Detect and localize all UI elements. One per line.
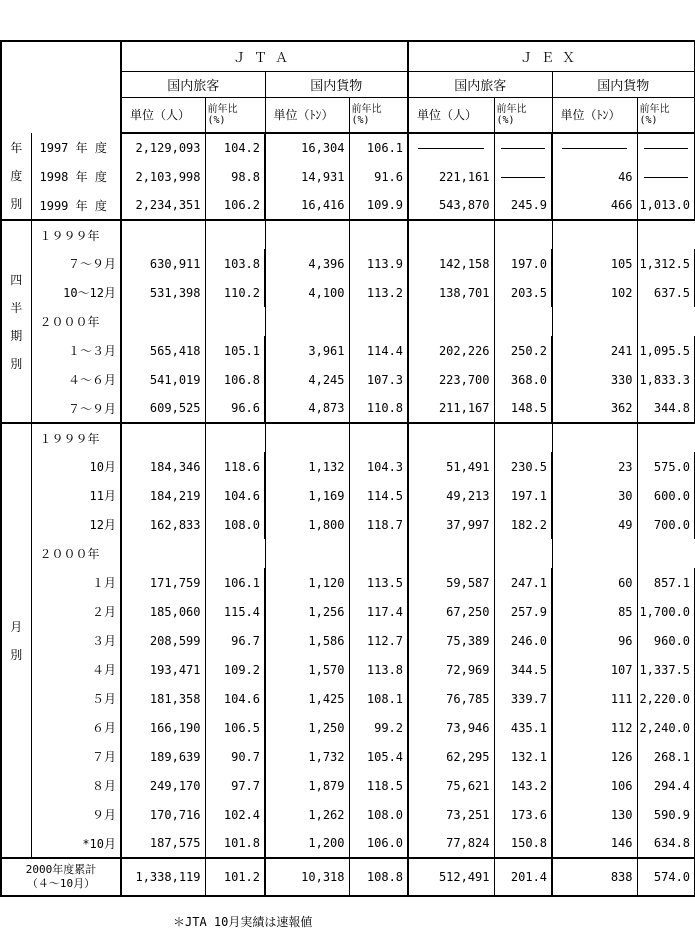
cell-jex-cargo-yoy: 268.1: [637, 742, 695, 771]
cell-jex-pax-yoy: 344.5: [494, 655, 552, 684]
cell-jta-cargo-yoy: 109.9: [349, 191, 408, 220]
section-quarterly-char: 期: [10, 328, 23, 343]
header-corner: [1, 41, 121, 133]
not-applicable-dash: [644, 148, 688, 149]
header-jex-yoy-pax: [494, 97, 552, 133]
cell-jta-cargo: 3,961: [265, 336, 349, 365]
cumulative-label-line2: （４～10月）: [26, 877, 96, 890]
cell-jex-pax-yoy: 368.0: [494, 365, 552, 394]
cell-jex-pax: 72,969: [408, 655, 494, 684]
cell-jta-pax-yoy: 101.8: [205, 829, 265, 858]
cell-jta-pax: 189,639: [121, 742, 205, 771]
cell-jex-cargo: 30: [552, 481, 637, 510]
cell-jta-cargo-yoy: 106.1: [349, 133, 408, 162]
cell-jex-pax-yoy: 201.4: [494, 858, 552, 896]
cell-jex-pax-yoy: 150.8: [494, 829, 552, 858]
cell-jex-pax: 142,158: [408, 249, 494, 278]
row-label: ６月: [31, 713, 121, 742]
cell-jta-cargo-yoy: 113.9: [349, 249, 408, 278]
cell-jex-pax: 138,701: [408, 278, 494, 307]
yoy-label: 前年比: [496, 103, 527, 115]
cell-jta-pax-yoy: 106.1: [205, 568, 265, 597]
cell-jex-pax-yoy: 230.5: [494, 452, 552, 481]
empty-cell: [121, 307, 205, 336]
cell-jex-cargo: 130: [552, 800, 637, 829]
empty-cell: [552, 307, 637, 336]
cell-jta-cargo: 4,245: [265, 365, 349, 394]
empty-cell: [552, 539, 637, 568]
cell-jta-pax: 166,190: [121, 713, 205, 742]
cell-jta-cargo-yoy: 113.8: [349, 655, 408, 684]
empty-cell: [637, 423, 695, 452]
row-label: 12月: [31, 510, 121, 539]
cell-jex-cargo: 85: [552, 597, 637, 626]
cell-jta-pax: 609,525: [121, 394, 205, 423]
cell-jta-pax: 565,418: [121, 336, 205, 365]
cell-jta-pax-yoy: 104.6: [205, 481, 265, 510]
cell-jta-pax-yoy: 103.8: [205, 249, 265, 278]
row-label: 11月: [31, 481, 121, 510]
cell-jex-cargo-yoy: 1,013.0: [637, 191, 695, 220]
header-jex-yoy-cargo: [637, 97, 695, 133]
cell-jex-cargo: 107: [552, 655, 637, 684]
empty-cell: [552, 423, 637, 452]
row-label: ９月: [31, 800, 121, 829]
empty-cell: [121, 423, 205, 452]
cell-jta-pax: 2,103,998: [121, 162, 205, 191]
cell-jex-pax: 543,870: [408, 191, 494, 220]
cell-jex-cargo: 111: [552, 684, 637, 713]
cell-jex-pax-yoy: [494, 133, 552, 162]
cell-jex-pax-yoy: 182.2: [494, 510, 552, 539]
cell-jex-pax-yoy: 197.1: [494, 481, 552, 510]
header-jex-domestic-pax: 国内旅客: [408, 71, 552, 97]
cumulative-label: [1, 858, 121, 896]
row-label: 1997 年 度: [31, 133, 121, 162]
cell-jex-cargo-yoy: 700.0: [637, 510, 695, 539]
cell-jta-pax-yoy: 96.6: [205, 394, 265, 423]
cell-jta-pax: 541,019: [121, 365, 205, 394]
cell-jex-pax: 75,389: [408, 626, 494, 655]
row-label: ３月: [31, 626, 121, 655]
row-label: ７～９月: [31, 249, 121, 278]
not-applicable-dash: [501, 148, 545, 149]
section-monthly: [1, 423, 31, 858]
cell-jta-cargo: 1,425: [265, 684, 349, 713]
cell-jex-pax-yoy: 339.7: [494, 684, 552, 713]
row-label: ４～６月: [31, 365, 121, 394]
cell-jta-cargo-yoy: 99.2: [349, 713, 408, 742]
empty-cell: [494, 220, 552, 249]
header-jta-unit-ton: 単位（ﾄﾝ）: [265, 97, 349, 133]
cell-jta-pax-yoy: 98.8: [205, 162, 265, 191]
cell-jex-pax: 202,226: [408, 336, 494, 365]
cell-jta-cargo-yoy: 104.3: [349, 452, 408, 481]
cell-jex-cargo: 102: [552, 278, 637, 307]
cell-jex-pax: 221,161: [408, 162, 494, 191]
cell-jta-pax: 249,170: [121, 771, 205, 800]
cell-jta-cargo: 1,120: [265, 568, 349, 597]
cell-jta-cargo-yoy: 107.3: [349, 365, 408, 394]
empty-cell: [494, 307, 552, 336]
cell-jta-pax: 184,346: [121, 452, 205, 481]
row-label: *10月: [31, 829, 121, 858]
cell-jex-cargo: 146: [552, 829, 637, 858]
cell-jex-pax: 223,700: [408, 365, 494, 394]
cell-jta-pax: 185,060: [121, 597, 205, 626]
cell-jta-cargo: 1,262: [265, 800, 349, 829]
cell-jex-pax-yoy: 250.2: [494, 336, 552, 365]
row-label: ８月: [31, 771, 121, 800]
cell-jex-cargo: 49: [552, 510, 637, 539]
empty-cell: [121, 220, 205, 249]
cell-jex-pax: 73,251: [408, 800, 494, 829]
cell-jex-cargo-yoy: [637, 162, 695, 191]
cell-jta-pax: 531,398: [121, 278, 205, 307]
cell-jta-cargo-yoy: 113.2: [349, 278, 408, 307]
header-jta-domestic-cargo: 国内貨物: [265, 71, 408, 97]
cell-jta-cargo: 4,100: [265, 278, 349, 307]
cell-jta-pax-yoy: 96.7: [205, 626, 265, 655]
header-jex: ＪＥＸ: [408, 41, 695, 71]
cell-jex-pax: 73,946: [408, 713, 494, 742]
empty-cell: [265, 307, 349, 336]
cell-jta-cargo-yoy: 108.0: [349, 800, 408, 829]
cell-jta-cargo-yoy: 118.7: [349, 510, 408, 539]
cell-jex-pax-yoy: 435.1: [494, 713, 552, 742]
header-jta-domestic-pax: 国内旅客: [121, 71, 265, 97]
yoy-percent-label: (%): [639, 114, 658, 126]
cell-jta-cargo-yoy: 114.5: [349, 481, 408, 510]
row-label: ２月: [31, 597, 121, 626]
section-monthly-char: 別: [10, 647, 23, 662]
cell-jex-cargo-yoy: 1,833.3: [637, 365, 695, 394]
cell-jta-cargo-yoy: 113.5: [349, 568, 408, 597]
cell-jex-pax: 62,295: [408, 742, 494, 771]
cell-jex-pax: 59,587: [408, 568, 494, 597]
header-jta: ＪＴＡ: [121, 41, 408, 71]
cell-jta-pax: 181,358: [121, 684, 205, 713]
cell-jex-cargo: 23: [552, 452, 637, 481]
section-annual-char: 度: [10, 169, 23, 183]
empty-cell: [637, 307, 695, 336]
yoy-percent-label: (%): [351, 114, 370, 126]
year-label: １９９９年: [31, 220, 121, 249]
cell-jta-cargo: 1,132: [265, 452, 349, 481]
cell-jta-pax-yoy: 109.2: [205, 655, 265, 684]
cumulative-label-line1: 2000年度累計: [25, 863, 97, 876]
section-quarterly: [1, 220, 31, 423]
header-jta-yoy-pax: [205, 97, 265, 133]
yoy-percent-label: (%): [496, 114, 515, 126]
cell-jex-pax-yoy: 132.1: [494, 742, 552, 771]
cell-jta-pax: 184,219: [121, 481, 205, 510]
cell-jex-cargo: 466: [552, 191, 637, 220]
cell-jex-cargo-yoy: 857.1: [637, 568, 695, 597]
empty-cell: [408, 423, 494, 452]
cell-jex-cargo: 241: [552, 336, 637, 365]
row-label: ７月: [31, 742, 121, 771]
cell-jex-cargo: 60: [552, 568, 637, 597]
cell-jta-pax: 208,599: [121, 626, 205, 655]
cell-jex-pax: 75,621: [408, 771, 494, 800]
cell-jta-cargo: 16,304: [265, 133, 349, 162]
section-quarterly-char: 別: [10, 356, 23, 371]
cell-jex-cargo-yoy: 634.8: [637, 829, 695, 858]
header-jta-unit-people: 単位（人）: [121, 97, 205, 133]
cell-jta-pax-yoy: 104.2: [205, 133, 265, 162]
footnote: ＊JTA 10月実績は速報値: [173, 915, 313, 929]
cell-jex-cargo: 106: [552, 771, 637, 800]
cell-jta-cargo-yoy: 108.1: [349, 684, 408, 713]
row-label: 1999 年 度: [31, 191, 121, 220]
cell-jex-pax-yoy: 257.9: [494, 597, 552, 626]
cell-jex-cargo: 362: [552, 394, 637, 423]
cell-jta-pax-yoy: 101.2: [205, 858, 265, 896]
cell-jex-pax-yoy: 143.2: [494, 771, 552, 800]
cell-jta-pax: 187,575: [121, 829, 205, 858]
cell-jta-cargo: 1,169: [265, 481, 349, 510]
cell-jex-pax: 77,824: [408, 829, 494, 858]
cell-jex-pax: [408, 133, 494, 162]
cell-jta-cargo-yoy: 118.5: [349, 771, 408, 800]
cell-jex-cargo-yoy: 1,337.5: [637, 655, 695, 684]
yoy-label: 前年比: [639, 103, 670, 115]
cell-jta-cargo: 4,873: [265, 394, 349, 423]
cell-jta-cargo-yoy: 112.7: [349, 626, 408, 655]
empty-cell: [637, 539, 695, 568]
empty-cell: [349, 220, 408, 249]
cell-jta-cargo-yoy: 106.0: [349, 829, 408, 858]
cell-jta-cargo: 1,800: [265, 510, 349, 539]
not-applicable-dash: [501, 177, 545, 178]
cell-jta-pax: 630,911: [121, 249, 205, 278]
row-label: 1998 年 度: [31, 162, 121, 191]
cell-jex-pax: 512,491: [408, 858, 494, 896]
cell-jta-cargo: 1,256: [265, 597, 349, 626]
cell-jex-cargo: 126: [552, 742, 637, 771]
cell-jex-pax-yoy: 246.0: [494, 626, 552, 655]
section-annual: [1, 133, 31, 220]
cell-jex-cargo: 46: [552, 162, 637, 191]
row-label: 10～12月: [31, 278, 121, 307]
cell-jta-cargo: 1,200: [265, 829, 349, 858]
cell-jex-cargo: 330: [552, 365, 637, 394]
cell-jex-cargo-yoy: 574.0: [637, 858, 695, 896]
cell-jex-cargo-yoy: 600.0: [637, 481, 695, 510]
empty-cell: [265, 220, 349, 249]
cell-jex-pax: 211,167: [408, 394, 494, 423]
row-label: 10月: [31, 452, 121, 481]
cell-jex-pax-yoy: 148.5: [494, 394, 552, 423]
empty-cell: [121, 539, 205, 568]
cell-jta-pax-yoy: 106.5: [205, 713, 265, 742]
cell-jta-pax-yoy: 106.8: [205, 365, 265, 394]
cell-jta-pax: 1,338,119: [121, 858, 205, 896]
empty-cell: [349, 423, 408, 452]
row-label: １月: [31, 568, 121, 597]
empty-cell: [408, 307, 494, 336]
cell-jta-pax-yoy: 115.4: [205, 597, 265, 626]
section-monthly-char: 月: [10, 619, 23, 634]
row-label: ７～９月: [31, 394, 121, 423]
cell-jex-cargo-yoy: 2,220.0: [637, 684, 695, 713]
empty-cell: [205, 307, 265, 336]
header-jex-unit-people: 単位（人）: [408, 97, 494, 133]
year-label: ２０００年: [31, 307, 121, 336]
cell-jta-pax: 162,833: [121, 510, 205, 539]
cell-jex-pax-yoy: 247.1: [494, 568, 552, 597]
cell-jta-cargo: 1,250: [265, 713, 349, 742]
not-applicable-dash: [644, 177, 688, 178]
cell-jex-cargo: [552, 133, 637, 162]
not-applicable-dash: [418, 148, 484, 149]
year-label: ２０００年: [31, 539, 121, 568]
cell-jex-pax-yoy: [494, 162, 552, 191]
header-jex-domestic-cargo: 国内貨物: [552, 71, 695, 97]
cell-jex-pax-yoy: 173.6: [494, 800, 552, 829]
cell-jta-cargo-yoy: 105.4: [349, 742, 408, 771]
cell-jex-cargo-yoy: 637.5: [637, 278, 695, 307]
cell-jta-pax-yoy: 118.6: [205, 452, 265, 481]
cell-jta-pax-yoy: 104.6: [205, 684, 265, 713]
cell-jta-pax-yoy: 102.4: [205, 800, 265, 829]
cell-jta-cargo-yoy: 114.4: [349, 336, 408, 365]
cell-jex-cargo-yoy: 1,312.5: [637, 249, 695, 278]
section-annual-char: 別: [10, 197, 23, 211]
cell-jex-pax: 49,213: [408, 481, 494, 510]
cell-jta-pax: 171,759: [121, 568, 205, 597]
cell-jta-pax: 2,234,351: [121, 191, 205, 220]
cell-jex-cargo: 105: [552, 249, 637, 278]
cell-jex-pax-yoy: 245.9: [494, 191, 552, 220]
cell-jex-pax: 51,491: [408, 452, 494, 481]
cell-jex-pax: 37,997: [408, 510, 494, 539]
cell-jta-cargo: 1,586: [265, 626, 349, 655]
empty-cell: [205, 220, 265, 249]
year-label: １９９９年: [31, 423, 121, 452]
cell-jta-pax-yoy: 110.2: [205, 278, 265, 307]
cell-jta-pax-yoy: 90.7: [205, 742, 265, 771]
jta-jex-transport-table: [0, 40, 695, 897]
empty-cell: [408, 220, 494, 249]
empty-cell: [349, 307, 408, 336]
cell-jta-cargo: 16,416: [265, 191, 349, 220]
cell-jex-cargo-yoy: 1,095.5: [637, 336, 695, 365]
cell-jex-pax: 67,250: [408, 597, 494, 626]
cell-jex-cargo-yoy: 294.4: [637, 771, 695, 800]
empty-cell: [408, 539, 494, 568]
empty-cell: [205, 539, 265, 568]
empty-cell: [265, 539, 349, 568]
cell-jta-cargo-yoy: 117.4: [349, 597, 408, 626]
cell-jex-cargo-yoy: 1,700.0: [637, 597, 695, 626]
cell-jta-cargo: 1,732: [265, 742, 349, 771]
cell-jex-pax-yoy: 197.0: [494, 249, 552, 278]
cell-jex-pax: 76,785: [408, 684, 494, 713]
cell-jex-cargo-yoy: 575.0: [637, 452, 695, 481]
cell-jta-pax-yoy: 97.7: [205, 771, 265, 800]
empty-cell: [494, 539, 552, 568]
cell-jta-cargo: 14,931: [265, 162, 349, 191]
empty-cell: [494, 423, 552, 452]
cell-jex-pax-yoy: 203.5: [494, 278, 552, 307]
empty-cell: [205, 423, 265, 452]
cell-jta-pax-yoy: 105.1: [205, 336, 265, 365]
cell-jta-cargo: 1,570: [265, 655, 349, 684]
row-label: ５月: [31, 684, 121, 713]
header-jta-yoy-cargo: [349, 97, 408, 133]
cell-jta-pax-yoy: 108.0: [205, 510, 265, 539]
cell-jex-cargo: 96: [552, 626, 637, 655]
cell-jex-cargo: 112: [552, 713, 637, 742]
cell-jta-cargo: 1,879: [265, 771, 349, 800]
cell-jta-cargo: 4,396: [265, 249, 349, 278]
cell-jex-cargo-yoy: 960.0: [637, 626, 695, 655]
not-applicable-dash: [562, 148, 627, 149]
yoy-percent-label: (%): [207, 114, 226, 126]
empty-cell: [552, 220, 637, 249]
section-quarterly-char: 四: [10, 272, 23, 287]
empty-cell: [349, 539, 408, 568]
cell-jex-cargo-yoy: [637, 133, 695, 162]
cell-jex-cargo-yoy: 590.9: [637, 800, 695, 829]
cell-jta-cargo: 10,318: [265, 858, 349, 896]
row-label: ４月: [31, 655, 121, 684]
section-annual-char: 年: [10, 141, 23, 155]
yoy-label: 前年比: [351, 103, 382, 115]
cell-jta-pax: 2,129,093: [121, 133, 205, 162]
row-label: １～３月: [31, 336, 121, 365]
cell-jta-pax: 170,716: [121, 800, 205, 829]
empty-cell: [637, 220, 695, 249]
cell-jta-cargo-yoy: 91.6: [349, 162, 408, 191]
header-jex-unit-ton: 単位（ﾄﾝ）: [552, 97, 637, 133]
cell-jta-pax: 193,471: [121, 655, 205, 684]
cell-jex-cargo-yoy: 344.8: [637, 394, 695, 423]
empty-cell: [265, 423, 349, 452]
cell-jta-cargo-yoy: 108.8: [349, 858, 408, 896]
cell-jex-cargo-yoy: 2,240.0: [637, 713, 695, 742]
cell-jta-cargo-yoy: 110.8: [349, 394, 408, 423]
section-quarterly-char: 半: [10, 300, 23, 315]
yoy-label: 前年比: [207, 103, 238, 115]
cell-jex-cargo: 838: [552, 858, 637, 896]
cell-jta-pax-yoy: 106.2: [205, 191, 265, 220]
